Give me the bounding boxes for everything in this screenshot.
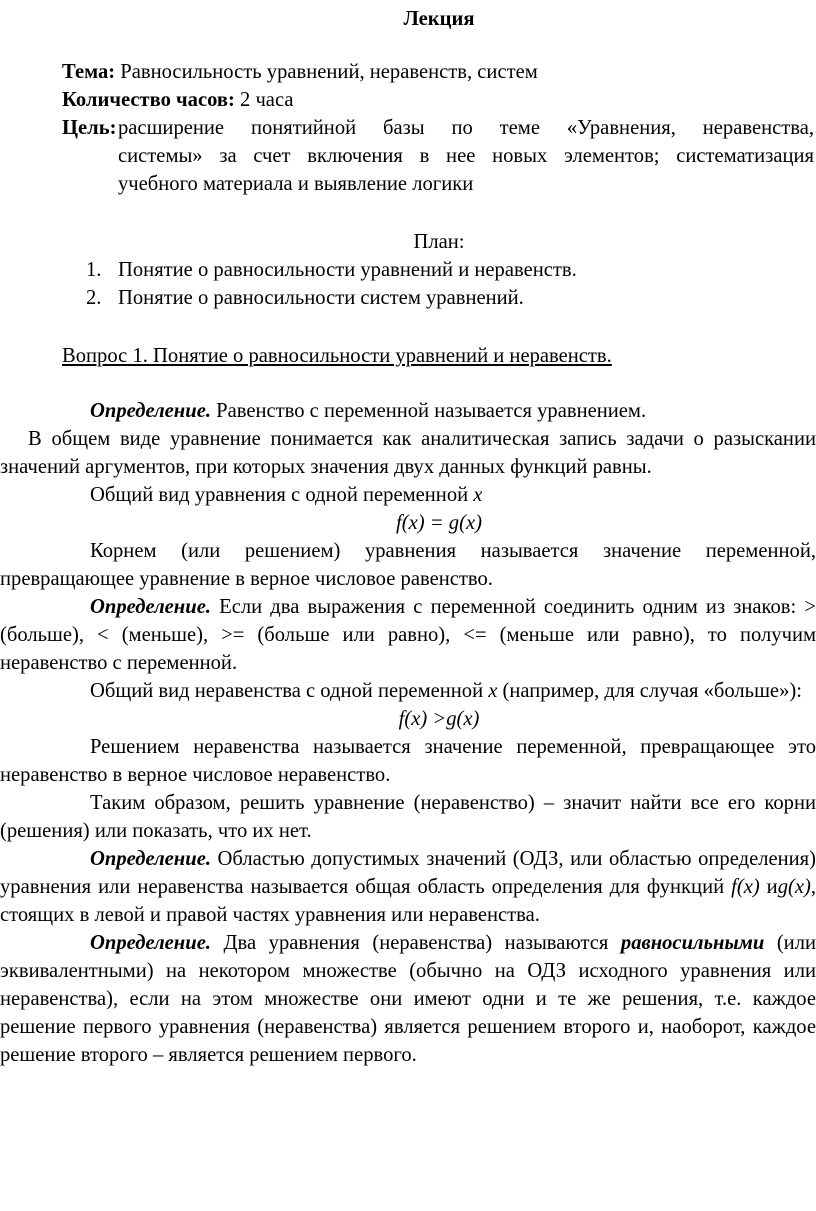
definition-label: Определение. <box>90 932 211 954</box>
definition-inequality <box>0 593 816 677</box>
plan-item-text: Понятие о равносильности уравнений и неравенств. <box>118 259 577 281</box>
paragraph-text: Корнем (или решением) уравнения называется значение переменной, превращающее уравнение в верное числовое равенство. <box>0 540 816 590</box>
paragraph-text: В общем виде уравнение понимается как аналитическая запись задачи о разыскании значений аргументов, при которых значения двух данных функций равны. <box>0 428 816 478</box>
plan-item-number: 1. <box>86 259 102 281</box>
definition-text: Областью допустимых значений (ОДЗ, или областью определения) уравнения или неравенства называется общая область определения для функций <box>0 848 816 898</box>
goal-label: Цель: <box>62 117 117 139</box>
hours-label: Количество часов: <box>62 89 235 111</box>
plan-item <box>86 256 816 284</box>
definition-text: , стоящих в левой и правой частях уравнения или неравенства. <box>0 876 816 926</box>
function-g: g(x) <box>777 876 811 898</box>
definition-label: Определение. <box>90 596 211 618</box>
term-equivalent: равносильными <box>620 932 765 954</box>
definition-label: Определение. <box>90 848 211 870</box>
paragraph-text: Решением неравенства называется значение переменной, превращающее это неравенство в верное числовое неравенство. <box>0 736 816 786</box>
definition-text: (или эквивалентными) на некотором множестве (обычно на ОДЗ исходного уравнения или неравенства), если на этом множестве они имеют одни и те же решения, т.е. каждое решение первого уравнения (неравенства) является решением второго и, наоборот, каждое решение второго – является решением первого. <box>0 932 816 1066</box>
topic-label: Тема: <box>62 61 116 83</box>
lecture-header <box>62 58 816 198</box>
goal-text-line-1: расширение понятийной базы по теме «Уравнения, неравенства, <box>118 117 814 139</box>
definition-text: Равенство с переменной называется уравнением. <box>210 400 647 422</box>
goal-text <box>118 114 814 198</box>
paragraph-solution <box>0 733 816 789</box>
variable-x: x <box>488 680 498 702</box>
hours-line <box>62 86 816 114</box>
document-title: Лекция <box>403 8 475 30</box>
formula-inequality: f(x) >g(x) <box>398 708 480 730</box>
goal-text-line-3: учебного материала и выявление логики <box>118 173 474 195</box>
function-f: f(x) <box>731 876 760 898</box>
goal-line <box>62 114 816 198</box>
paragraph-text: (например, для случая «больше»): <box>497 680 802 702</box>
paragraph-text: Общий вид неравенства с одной переменной <box>90 680 489 702</box>
definition-domain <box>0 845 816 929</box>
conjunction-and: и <box>759 876 778 898</box>
definition-equation <box>62 397 816 425</box>
paragraph-general-view <box>0 425 816 481</box>
paragraph-inequality-form <box>0 677 816 705</box>
plan-item-text: Понятие о равносильности систем уравнений. <box>118 287 524 309</box>
definition-label: Определение. <box>90 400 211 422</box>
definition-text: Если два выражения с переменной соединить одним из знаков: > (больше), < (меньше), >= (больше или равно), <= (меньше или равно), то получим неравенство с переменной. <box>0 596 816 674</box>
hours-value: 2 часа <box>234 89 294 111</box>
goal-text-line-2: системы» за счет включения в нее новых элементов; систематизация <box>118 145 814 167</box>
question-heading: Вопрос 1. Понятие о равносильности уравнений и неравенств. <box>62 345 612 367</box>
plan-item-number: 2. <box>86 287 102 309</box>
paragraph-text: Общий вид уравнения с одной переменной <box>90 484 474 506</box>
formula-equation: f(x) = g(x) <box>396 512 482 534</box>
plan-list <box>62 256 816 312</box>
paragraph-text: Таким образом, решить уравнение (неравенство) – значит найти все его корни (решения) или показать, что их нет. <box>0 792 816 842</box>
topic-value: Равносильность уравнений, неравенств, систем <box>115 61 538 83</box>
plan-item <box>86 284 816 312</box>
paragraph-root <box>0 537 816 593</box>
definition-equivalence <box>0 929 816 1069</box>
variable-x: x <box>473 484 483 506</box>
paragraph-thus <box>0 789 816 845</box>
topic-line <box>62 58 816 86</box>
definition-text: Два уравнения (неравенства) называются <box>210 932 621 954</box>
plan-title: План: <box>413 231 465 253</box>
paragraph-equation-form <box>62 481 816 509</box>
